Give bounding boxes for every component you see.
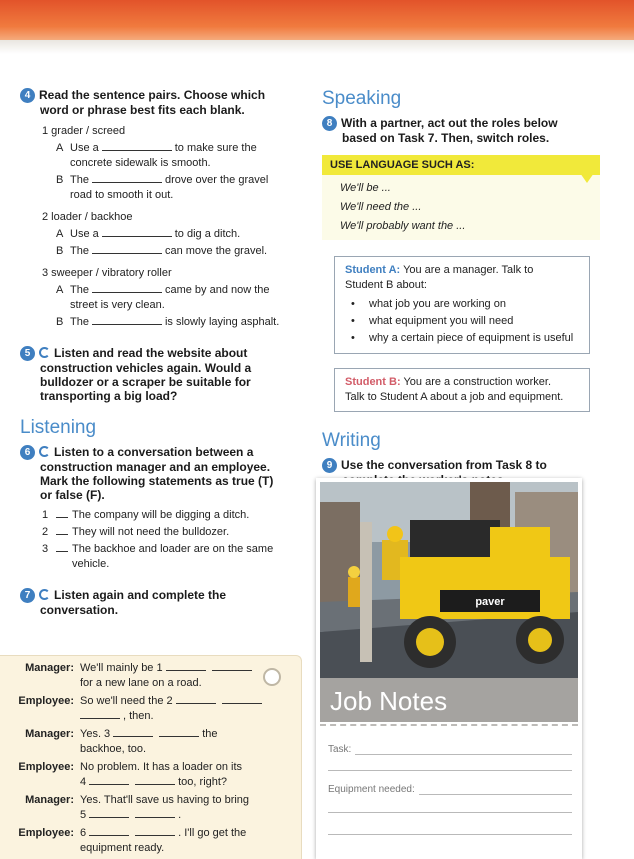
- note-line[interactable]: [328, 834, 572, 835]
- answer-blank[interactable]: [135, 775, 175, 785]
- job-notes-title: Job Notes: [320, 678, 578, 722]
- job-notes-card: [316, 478, 582, 859]
- language-phrases: [322, 175, 600, 240]
- task-number-badge: 8: [322, 116, 337, 131]
- answer-blank[interactable]: [92, 244, 162, 254]
- task-4-heading: 4 Read the sentence pairs. Choose which word or phrase best fits each blank.: [20, 88, 300, 117]
- answer-blank[interactable]: [212, 661, 252, 671]
- arrow-down-icon: [580, 173, 594, 183]
- task-number-badge: 4: [20, 88, 35, 103]
- writing-title: Writing: [322, 430, 381, 451]
- dialogue-line: Manager: We'll mainly be 1 for a new lane on a road.: [4, 661, 274, 691]
- task-number-badge: 7: [20, 588, 35, 603]
- top-color-band: [0, 0, 634, 44]
- dialogue-line: Employee: No problem. It has a loader on its 4 too, right?: [18, 761, 243, 788]
- student-a-card: Student A: You are a manager. Talk to Student B about: • what job you are working on • what equipment you will need • why a certain piece of equipment is useful: [334, 256, 590, 354]
- listening-title: Listening: [20, 417, 97, 438]
- task-6-heading: 6 Listen to a conversation between a construction manager and an employee. Mark the following statements as true (T) or false (F).: [20, 445, 300, 502]
- list-item: • why a certain piece of equipment is useful: [345, 330, 579, 347]
- list-item: • what job you are working on: [345, 296, 579, 313]
- task-number-badge: 9: [322, 458, 337, 473]
- task-field[interactable]: Task:: [328, 744, 572, 755]
- list-item: 2 They will not need the bulldozer.: [42, 526, 230, 538]
- list-item: We'll be ...: [340, 182, 391, 194]
- list-item: We'll need the ...: [340, 201, 422, 213]
- dialogue-line: Employee: So we'll need the 2 , then.: [4, 694, 274, 724]
- note-line[interactable]: [328, 812, 572, 813]
- list-item: 1 The company will be digging a ditch.: [42, 509, 250, 521]
- list-item: 3 The backhoe and loader are on the same vehicle.: [42, 543, 274, 570]
- student-b-card: Student B: You are a construction worker. Talk to Student A about a job and equipment.: [334, 368, 590, 412]
- left-column: [20, 88, 300, 617]
- answer-blank[interactable]: [56, 525, 68, 535]
- dialogue-line: Manager: Yes. That'll save us having to bring 5 .: [25, 794, 250, 821]
- task-number-badge: 5: [20, 346, 35, 361]
- answer-blank[interactable]: [222, 694, 262, 704]
- answer-blank[interactable]: [92, 173, 162, 183]
- list-item: We'll probably want the ...: [340, 220, 466, 232]
- task-8-heading: 8 With a partner, act out the roles below based on Task 7. Then, switch roles.: [322, 116, 622, 145]
- answer-blank[interactable]: [176, 694, 216, 704]
- answer-blank[interactable]: [89, 775, 129, 785]
- answer-blank[interactable]: [135, 808, 175, 818]
- task-number-badge: 6: [20, 445, 35, 460]
- answer-blank[interactable]: [113, 727, 153, 737]
- task-5-heading: 5 Listen and read the website about construction vehicles again. Would a bulldozer or a scraper be suitable for transporting a big load?: [20, 346, 300, 403]
- speaking-title: Speaking: [322, 88, 402, 109]
- equipment-field[interactable]: Equipment needed:: [328, 784, 572, 795]
- answer-blank[interactable]: [80, 709, 120, 719]
- answer-blank[interactable]: [102, 141, 172, 151]
- sentence-pair-2: 2 loader / backhoe A Use a to dig a ditch. B The can move the gravel.: [42, 211, 268, 257]
- dialogue-line: Manager: Yes. 3 the backhoe, too.: [25, 728, 218, 755]
- conversation: [4, 661, 274, 859]
- dialogue-line: Employee: 6 . I'll go get the equipment ready.: [18, 827, 247, 854]
- true-false-list: [42, 508, 300, 572]
- answer-blank[interactable]: [56, 542, 68, 552]
- sentence-pair-1: 1 grader / screed A Use a to make sure the concrete sidewalk is smooth. B The drove over the gravel road to smooth it out.: [42, 125, 269, 201]
- sentence-pair-3: 3 sweeper / vibratory roller A The came by and now the street is very clean. B The is slowly laying asphalt.: [42, 267, 280, 328]
- answer-blank[interactable]: [166, 661, 206, 671]
- answer-blank[interactable]: [159, 727, 199, 737]
- answer-blank[interactable]: [89, 826, 129, 836]
- language-box-heading: USE LANGUAGE SUCH AS:: [322, 155, 600, 175]
- top-band-shadow: [0, 40, 634, 54]
- list-item: • what equipment you will need: [345, 313, 579, 330]
- answer-blank[interactable]: [56, 508, 68, 518]
- answer-blank[interactable]: [102, 227, 172, 237]
- task-7-heading: 7 Listen again and complete the conversation.: [20, 588, 300, 617]
- tear-line: [320, 722, 578, 726]
- answer-blank[interactable]: [135, 826, 175, 836]
- task-4: [20, 88, 300, 330]
- audio-icon: [39, 589, 50, 600]
- right-column: [322, 88, 622, 487]
- note-line[interactable]: [328, 770, 572, 771]
- paver-photo: [320, 482, 578, 678]
- language-box: [322, 155, 622, 240]
- construction-scene-image: [320, 482, 578, 678]
- paver-label: paver: [475, 596, 505, 608]
- task-9-heading: 9 Use the conversation from Task 8 to: [322, 458, 622, 487]
- answer-blank[interactable]: [89, 808, 129, 818]
- answer-blank[interactable]: [92, 283, 162, 293]
- audio-icon: [39, 347, 50, 358]
- answer-blank[interactable]: [92, 315, 162, 325]
- audio-icon: [39, 446, 50, 457]
